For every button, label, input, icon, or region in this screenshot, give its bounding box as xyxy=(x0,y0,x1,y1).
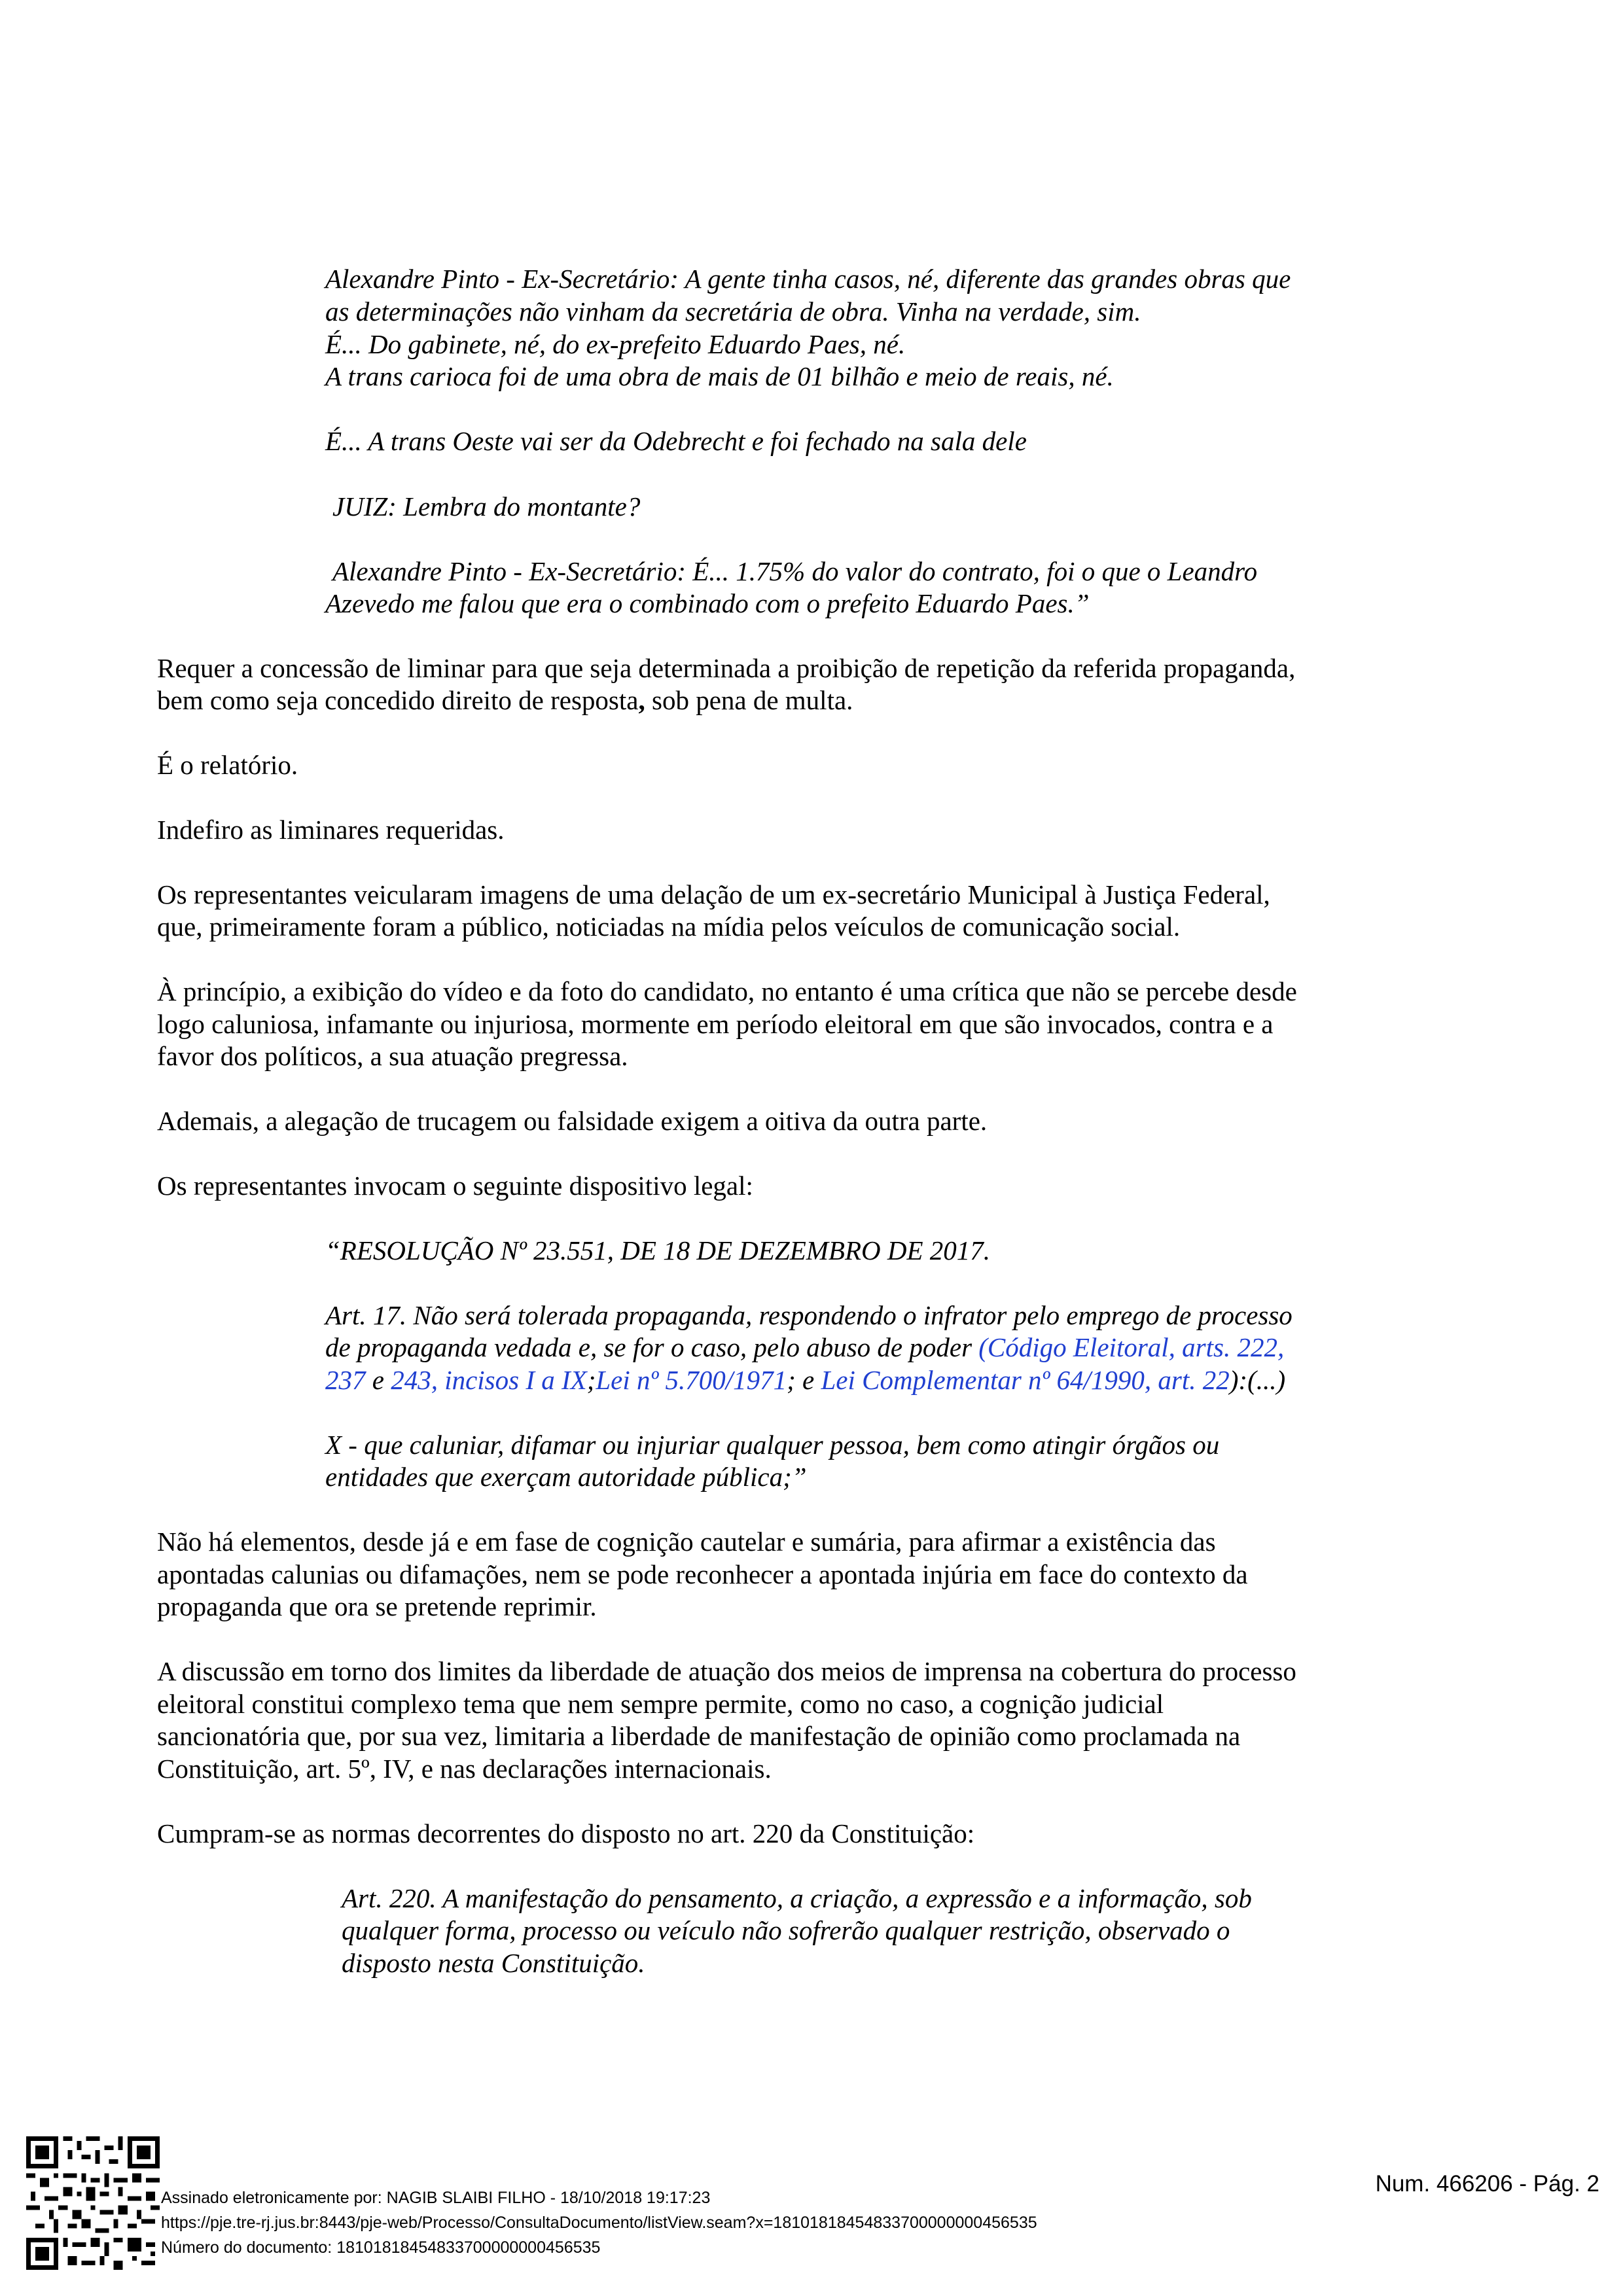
paragraph-line: apontadas calunias ou difamações, nem se pode reconhecer a apontada injúria em face do contexto da xyxy=(157,1559,1248,1589)
paragraph-line: sancionatória que, por sua vez, limitaria a liberdade de manifestação de opinião como proclamada na xyxy=(157,1721,1241,1751)
paragraph-comma: , xyxy=(638,685,645,715)
quote-line: É... Do gabinete, né, do ex-prefeito Eduardo Paes, né. xyxy=(325,329,906,359)
article-text: ; xyxy=(586,1365,596,1395)
paragraph-line: Cumpram-se as normas decorrentes do disposto no art. 220 da Constituição: xyxy=(157,1818,975,1848)
article-line xyxy=(325,1364,1285,1397)
paragraph-line xyxy=(157,684,853,717)
article-line xyxy=(325,1332,1284,1364)
article-line: entidades que exerçam autoridade pública;” xyxy=(325,1462,807,1492)
quote-line: as determinações não vinham da secretária de obra. Vinha na verdade, sim. xyxy=(325,296,1141,327)
document-url-link[interactable]: https://pje.tre-rj.jus.br:8443/pje-web/Processo/ConsultaDocumento/listView.seam?x=18101818454833700000000456535 xyxy=(161,2214,1037,2232)
paragraph-line: À princípio, a exibição do vídeo e da foto do candidato, no entanto é uma crítica que não se percebe desde xyxy=(157,976,1297,1006)
quote-line: Azevedo me falou que era o combinado com o prefeito Eduardo Paes.” xyxy=(325,588,1090,618)
codigo-eleitoral-link[interactable]: (Código Eleitoral, arts. 222, xyxy=(978,1332,1285,1362)
paragraph-text: bem como seja concedido direito de resposta xyxy=(157,685,639,715)
lei-complementar-link[interactable]: Lei Complementar nº 64/1990, art. 22 xyxy=(821,1365,1230,1395)
paragraph-line: A discussão em torno dos limites da liberdade de atuação dos meios de imprensa na cobertura do processo xyxy=(157,1656,1296,1686)
document-number: Número do documento: 18101818454833700000000456535 xyxy=(161,2238,601,2257)
paragraph-line: Ademais, a alegação de trucagem ou falsidade exigem a oitiva da outra parte. xyxy=(157,1106,988,1136)
paragraph-line: propaganda que ora se pretende reprimir. xyxy=(157,1591,597,1621)
quote-line: Alexandre Pinto - Ex-Secretário: A gente tinha casos, né, diferente das grandes obras que xyxy=(325,264,1291,294)
incisos-link[interactable]: 243, incisos I a IX xyxy=(391,1365,587,1395)
quote-line: A trans carioca foi de uma obra de mais de 01 bilhão e meio de reais, né. xyxy=(325,361,1114,391)
art220-line: Art. 220. A manifestação do pensamento, a criação, a expressão e a informação, sob xyxy=(342,1883,1252,1913)
resolution-title: “RESOLUÇÃO Nº 23.551, DE 18 DE DEZEMBRO DE 2017. xyxy=(325,1235,991,1265)
article-line: X - que caluniar, difamar ou injuriar qualquer pessoa, bem como atingir órgãos ou xyxy=(325,1430,1220,1460)
paragraph-text: sob pena de multa. xyxy=(645,685,853,715)
paragraph-line: eleitoral constitui complexo tema que nem sempre permite, como no caso, a cognição judicial xyxy=(157,1689,1164,1719)
article-text: ; e xyxy=(787,1365,821,1395)
article-line: Art. 17. Não será tolerada propaganda, respondendo o infrator pelo emprego de processo xyxy=(325,1300,1293,1330)
signature-line: Assinado eletronicamente por: NAGIB SLAIBI FILHO - 18/10/2018 19:17:23 xyxy=(161,2189,711,2207)
qr-code-icon xyxy=(26,2136,160,2270)
paragraph-line: Os representantes invocam o seguinte dispositivo legal: xyxy=(157,1171,753,1201)
quote-line: JUIZ: Lembra do montante? xyxy=(332,491,641,521)
paragraph-line: Os representantes veicularam imagens de uma delação de um ex-secretário Municipal à Justiça Federal, xyxy=(157,879,1270,910)
paragraph-line: É o relatório. xyxy=(157,750,298,780)
codigo-eleitoral-link[interactable]: 237 xyxy=(325,1365,366,1395)
paragraph-line: Indefiro as liminares requeridas. xyxy=(157,815,505,845)
article-text: de propaganda vedada e, se for o caso, pelo abuso de poder xyxy=(325,1332,979,1362)
quote-line: Alexandre Pinto - Ex-Secretário: É... 1.75% do valor do contrato, foi o que o Leandro xyxy=(332,556,1258,586)
lei-5700-link[interactable]: Lei nº 5.700/1971 xyxy=(596,1365,787,1395)
paragraph-line: Constituição, art. 5º, IV, e nas declarações internacionais. xyxy=(157,1754,772,1784)
paragraph-line: Não há elementos, desde já e em fase de cognição cautelar e sumária, para afirmar a existência das xyxy=(157,1527,1216,1557)
article-text: ):(...) xyxy=(1229,1365,1286,1395)
art220-line: qualquer forma, processo ou veículo não sofrerão qualquer restrição, observado o xyxy=(342,1915,1230,1945)
paragraph-line: que, primeiramente foram a público, noticiadas na mídia pelos veículos de comunicação social. xyxy=(157,911,1181,942)
paragraph-line: logo caluniosa, infamante ou injuriosa, mormente em período eleitoral em que são invocados, contra e a xyxy=(157,1009,1274,1039)
paragraph-line: favor dos políticos, a sua atuação pregressa. xyxy=(157,1041,628,1071)
art220-line: disposto nesta Constituição. xyxy=(342,1948,645,1978)
page-number: Num. 466206 - Pág. 2 xyxy=(1375,2171,1599,2197)
article-text: e xyxy=(365,1365,391,1395)
quote-line: É... A trans Oeste vai ser da Odebrecht e foi fechado na sala dele xyxy=(325,426,1027,456)
paragraph-line: Requer a concessão de liminar para que seja determinada a proibição de repetição da referida propaganda, xyxy=(157,653,1296,683)
